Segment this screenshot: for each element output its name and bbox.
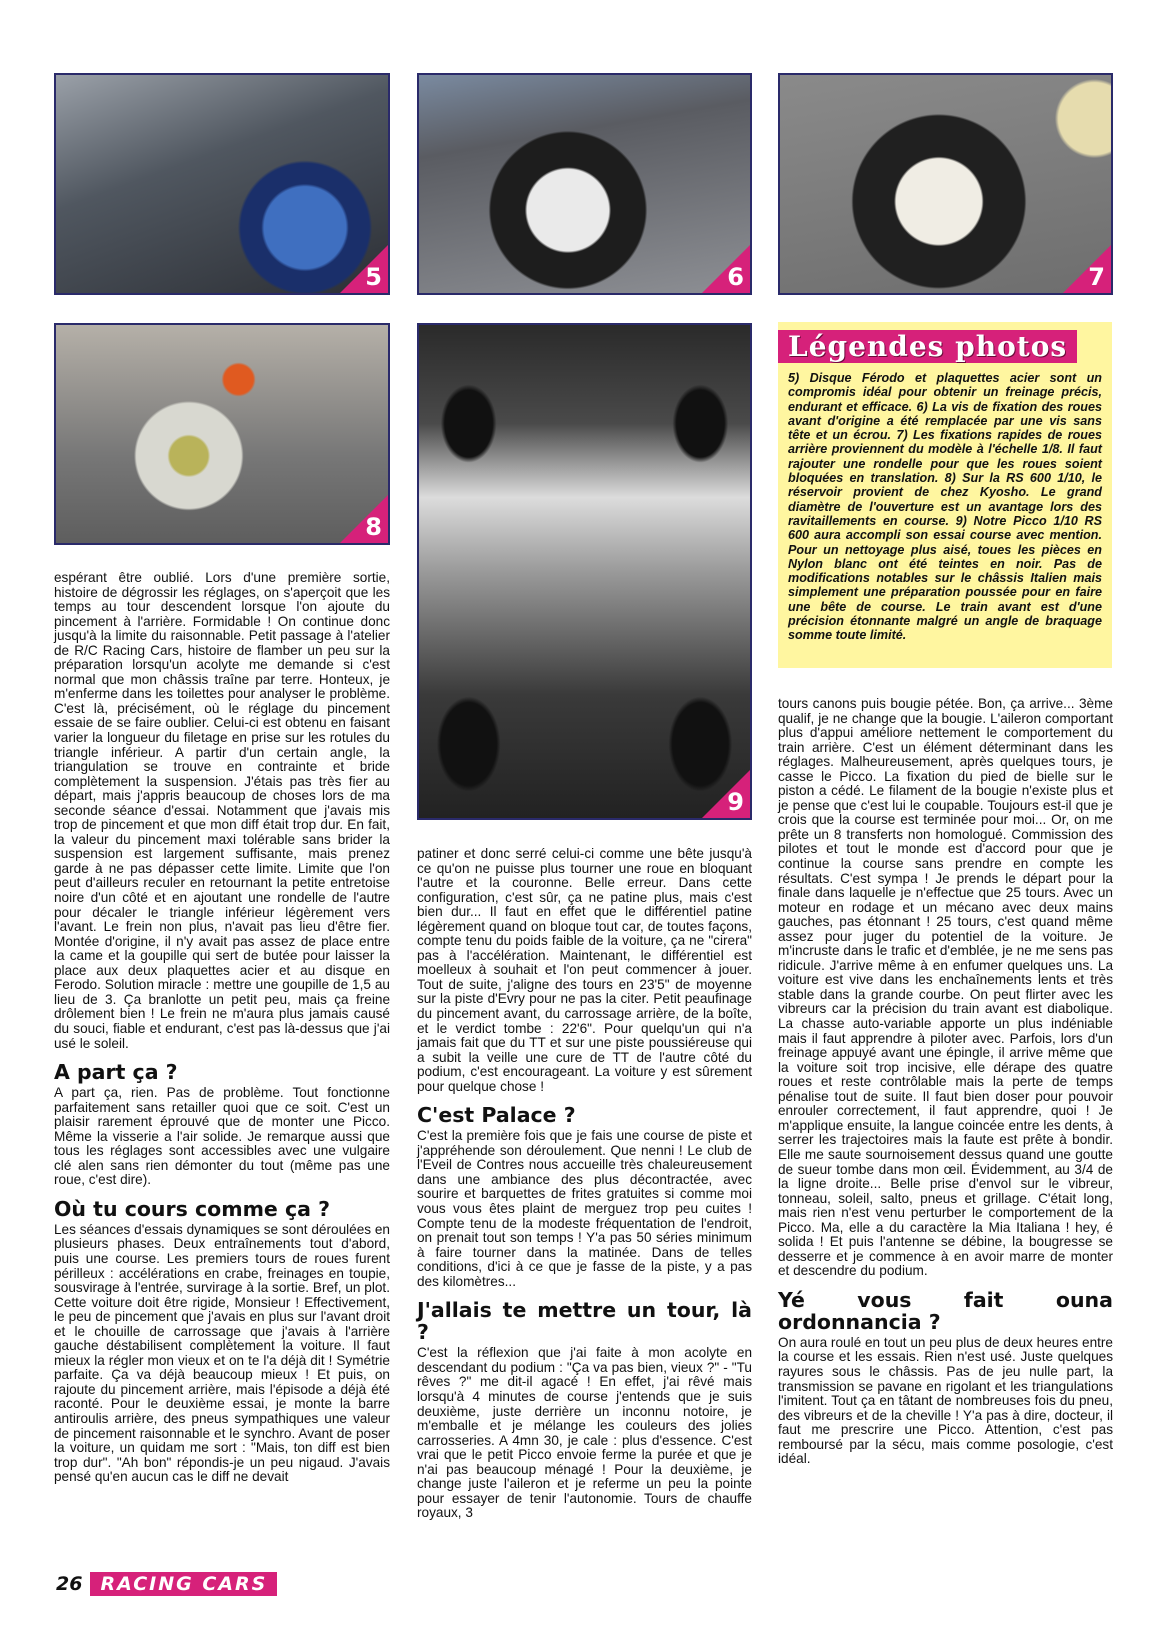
photo-number: 8 [365, 513, 382, 541]
page-number: 26 [56, 1573, 83, 1595]
photo-number: 9 [727, 788, 744, 816]
paragraph: tours canons puis bougie pétée. Bon, ça arrive... 3ème qualif, je ne change que la bougie. L'aileron comportant plus d'appui améliore nettement le comportement du train arrière. C'est un élément déterminant dans les réglages. Malheureusement, après quelques tours, je casse le Picco. La fixation du pied de bielle sur le piston a cédé. Le filament de la bougie n'existe plus et je pense que c'est lui le coupable. Toujours est-il que je crois que la course est terminée pour moi... Or, on me prête un 8 transferts non homologué. Commission des pilotes et tout le monde est d'accord pour que je continue la course sans prendre en compte les résultats. C'est sympa ! Je prends le départ pour la finale dans laquelle je n'effectue que 25 tours. Avec un moteur en rodage et un mécano avec deux mains gauches, pas étonnant ! 25 tours, c'est quand même assez pour juger du potentiel de la voiture. Je m'incruste dans le trafic et d'emblée, je ne me sens pas ridicule. J'arrive même à en enfumer quelques uns. La voiture est vive dans les enchaînements lents et très stable dans la grande courbe. On peut flirter avec les vibreurs car la précision du train avant est diabolique. La chasse auto-variable apporte un plus indéniable mais il faut apprendre à piloter avec. Parfois, lors d'un freinage appuyé avant une épingle, il arrive même que la voiture soit trop incisive, elle dérape des quatre roues et reste contrôlable mais la perte de temps pénalise tout de suite. Il faut bien doser pour pouvoir enrouler correctement, il faut apprendre, quoi ! Je m'applique ensuite, la langue coincée entre les dents, à serrer les trajectoires mais la faute est prête à bondir. Elle me saute sournoisement dessus quand une goutte de sueur tombe dans mon œil. Évidemment, au 3/4 de la ligne droite... Belle prise d'envol sur le vibreur, tonneau, soleil, salto, pneus et grillage. C'était long, mais rien n'est venu perturber le comportement de la Picco. Ma, elle a du caractère la Mia Italiana ! hey, é solida ! Et puis l'antenne se débine, la bougresse se desserre et je commence à en avoir marre de monter et descendre du podium. [778, 696, 1113, 1279]
paragraph: On aura roulé en tout un peu plus de deux heures entre la course et les essais. Rien n'est usé. Juste quelques rayures sous le châssis. Pas de jeu nulle part, la transmission se pavane en rigolant et les triangulations l'imitent. Tout ça en tâtant de nombreuses fois du pneu, des vibreurs et de la cheville ! Y'a pas à dire, docteur, il faut me prescrire une Picco. Attention, c'est pas remboursé par la sécu, mais comme posologie, c'est idéal. [778, 1334, 1113, 1467]
paragraph: Les séances d'essais dynamiques se sont déroulées en plusieurs phases. Deux entraînements tout d'abord, puis une course. Les premiers tours de roues furent périlleux : accélérations en crabe, freinages en toupie, sousvirage à l'entrée, survirage à la sortie. Bref, un plot. Cette voiture doit être rigide, Monsieur ! Effectivement, le peu de pincement que j'avais en plus sur l'avant droit et le chouille de carrossage que j'avais à l'arrière gauche déstabilisent complètement la voiture. Il faut mieux la régler mon vieux et on te l'a déjà dit ! Symétrie parfaite. Ça va déjà beaucoup mieux ! Et puis, on rajoute du pincement arrière, mais l'épisode a déjà été raconté. Pour le deuxième essai, je monte la barre antiroulis arrière, des pneus sympathiques une valeur de pincement raisonnable et le synchro. Avant de poser la voiture, un quidam me sort : "Mais, ton diff est bien trop dur". "Ah bon" répondis-je un peu nigaud. J'avais pensé qu'en aucun cas le diff ne devait [54, 1221, 390, 1485]
photo-number: 7 [1088, 263, 1105, 291]
section-heading: Yé vous fait ouna ordonnancia ? [778, 1287, 1113, 1334]
paragraph: patiner et donc serré celui-ci comme une bête jusqu'à ce qu'on ne puisse plus tourner une roue en bloquant l'autre et la couronne. Belle erreur. Dans cette configuration, c'est sûr, ça ne patine plus, mais c'est bien dur... Il faut en effet que le différentiel patine légèrement quand on bloque tout car, de toutes façons, compte tenu du poids faible de la voiture, ça ne "cirera" pas à l'accélération. Maintenant, le différentiel est moelleux à souhait et l'on peut commencer à jouer. Tout de suite, j'aligne des tours en 23'5" de moyenne sur la piste d'Evry pour ne pas la citer. Petit peaufinage du pincement avant, du carrossage arrière, de la boîte, et le verdict tombe : 22'6". Pour quelqu'un qui n'a jamais fait que du TT et sur une piste poussiéreuse qui a subit la veille une cure de TT de l'autre côté du podium, c'est encourageant. La voiture y est sûrement pour quelque chose ! [417, 846, 752, 1094]
section-heading: A part ça ? [54, 1060, 178, 1085]
photo-7-rear-wheel [778, 73, 1113, 295]
text-column-1 [54, 571, 390, 1485]
captions-title: Légendes photos [778, 330, 1077, 363]
photo-number: 6 [727, 263, 744, 291]
photo-8-fuel-tank [54, 323, 390, 545]
paragraph: espérant être oublié. Lors d'une première sortie, histoire de dégrossir les réglages, on s'aperçoit que les temps au tour descendent lorsque l'on ajoute du pincement à l'arrière. Formidable ! On continue donc jusqu'à la limite du raisonnable. Petit passage à l'atelier de R/C Racing Cars, histoire de flamber un peu sur la préparation lorsqu'un acolyte me demande si c'est normal que mon châssis traîne par terre. Honteux, je m'enferme dans les toilettes pour analyser le problème. C'est là, précisément, où le réglage du pincement essaie de se faire oublier. Celui-ci est obtenu en faisant varier la longueur du filetage en prise sur les rotules du triangle inférieur. A partir d'un certain angle, la triangulation se trouve en contrainte et bride complètement la suspension. J'étais pas très fier au départ, mais j'appris beaucoup de choses lors de ma seconde séance d'essai. Notamment que j'avais mis trop de pincement et que mon diff était trop dur. En fait, la valeur du pincement maxi tolérable sans brider la suspension est largement suffisante, mais prenez garde à ne pas dépasser cette limite. Limite que l'on peut d'ailleurs reculer en retournant la petite entretoise noire d'un côté et en ajoutant une rondelle de l'autre pour décaler le triangle inférieur légèrement vers l'avant. Le frein non plus, n'avait pas lieu d'être fier. Montée d'origine, il n'y avait pas assez de place entre la came et la goupille qui sert de butée pour laisser la place aux deux plaquettes acier et au disque en Ferodo. Solution miracle : mettre une goupille de 1,5 au lieu de 3. Ça branlotte un petit peu, mais ça freine drôlement bien ! Le frein ne m'aura plus jamais causé du souci, fiable et endurant, c'est pas là-dessus que j'ai usé le soleil. [54, 570, 390, 1051]
section-heading: J'allais te mettre un tour, là ? [417, 1298, 752, 1345]
page-footer [56, 1571, 277, 1597]
magazine-logo: RACING CARS [90, 1572, 277, 1596]
captions-text: 5) Disque Férodo et plaquettes acier sont un compromis idéal pour obtenir un freinage précis, endurant et efficace. 6) La vis de fixation des roues avant d'origine a été remplacée par une vis sans tête et un écrou. 7) Les fixations rapides de roues arrière proviennent du modèle à l'échelle 1/8. Il faut rajouter une rondelle pour que les roues soient bloquées en translation. 8) Sur la RS 600 1/10, le réservoir provient de chez Kyosho. Le grand diamètre de l'ouverture est un avantage lors des ravitaillements en course. 9) Notre Picco 1/10 RS 600 aura accompli son essai course avec mention. Pour un nettoyage plus aisé, toues les pièces en Nylon blanc ont été teintes en noir. Pas de modifications notables sur le châssis Italien mais simplement une préparation poussée pour en faire une bête de course. Le train avant est d'une précision étonnante malgré un angle de braquage somme toute limité. [788, 371, 1102, 643]
photo-captions-box [778, 322, 1112, 668]
photo-number: 5 [365, 263, 382, 291]
paragraph: A part ça, rien. Pas de problème. Tout fonctionne parfaitement sans retailler quoi que ce soit. C'est un plaisir rarement éprouvé que de monter une Picco. Même la visserie a l'air solide. Je remarque aussi que tous les réglages sont accessibles avec une vulgaire clé alen sans rien démonter du tout (même pas une roue, c'est dire). [54, 1085, 390, 1188]
text-column-2 [417, 847, 752, 1521]
text-column-3 [778, 697, 1113, 1467]
section-heading: C'est Palace ? [417, 1103, 576, 1128]
section-heading: Où tu cours comme ça ? [54, 1196, 330, 1221]
photo-5-brake-disc [54, 73, 390, 295]
paragraph: C'est la première fois que je fais une course de piste et j'appréhende son déroulement. Que nenni ! Le club de l'Eveil de Contres nous accueille très chaleureusement dans une ambiance des plus décontractée, avec sourire et barquettes de frites gratuites si comme moi vous vous êtes plaint de merguez trop peu cuites ! Compte tenu de la modeste fréquentation de l'endroit, on prenait tout son temps ! Y'a pas 50 séries minimum à faire tourner dans la matinée. Dans de telles conditions, d'ici à ce que je fasse de la piste, y a pas des kilomètres... [417, 1128, 752, 1289]
photo-9-chassis [417, 323, 752, 820]
photo-6-front-wheel [417, 73, 752, 295]
paragraph: C'est la réflexion que j'ai faite à mon acolyte en descendant du podium : "Ça va pas bien, vieux ?" - "Tu rêves ?" me dit-il agacé ! En effet, j'ai rêvé mais lorsqu'à 4 minutes de course j'entends que je suis deuxième, juste derrière un inconnu notoire, je m'emballe et je mélange les couleurs des jolies carrosseries. A 4mn 30, je cale : plus d'essence. C'est vrai que le petit Picco envoie ferme la purée et que je n'ai pas beaucoup ménagé ! Pour la deuxième, je change juste l'aileron et je referme un peu la pointe pour essayer de tenir l'autonomie. Tours de chauffe royaux, 3 [417, 1345, 752, 1521]
